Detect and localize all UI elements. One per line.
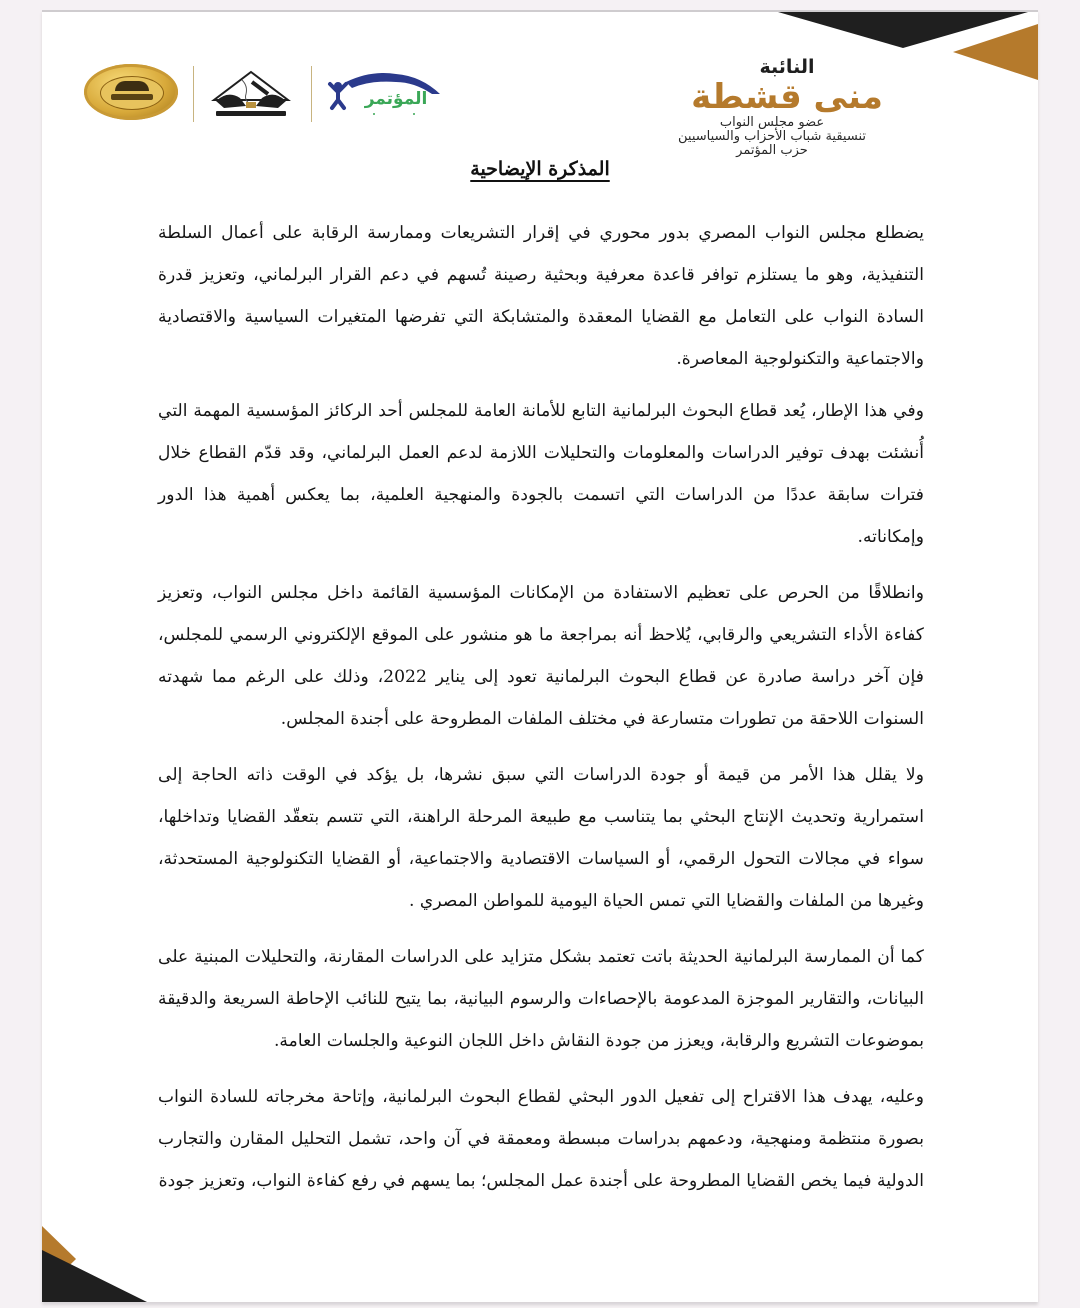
decorative-gold-triangle-top (953, 24, 1038, 80)
mp-name: منى قشطة (691, 77, 883, 117)
paragraph: وانطلاقًا من الحرص على تعظيم الاستفادة من الإمكانات المؤسسية القائمة داخل مجلس النواب، وتعزيز كفاءة الأداء التشريعي والرقابي، يُلاحظ أنه بمراجعة ما هو منشور على الموقع الإلكتروني الرسمي للمجلس، فإن آخر دراسة صادرة عن قطاع البحوث البرلمانية تعود إلى يناير 2022، وذلك على الرغم مما شهدته السنوات اللاحقة من تطورات متسارعة في مختلف الملفات المطروحة على أجندة المجلس. (158, 583, 924, 729)
paragraph: وعليه، يهدف هذا الاقتراح إلى تفعيل الدور البحثي لقطاع البحوث البرلمانية، وإتاحة مخرجاته للسادة النواب بصورة منتظمة ومنهجية، ودعمهم بدراسات مبسطة ومعمقة في آن واحد، تشمل التحليل المقارن والتجارب الدولية فيما يخص القضايا المطروحة على أجندة عمل المجلس؛ بما يسهم في رفع كفاءة النواب، وتعزيز جودة (158, 1087, 924, 1191)
conference-party-logo-text: المؤتمر (364, 89, 428, 109)
document-title-text: المذكرة الإيضاحية (470, 158, 610, 180)
decorative-black-triangle-bottom (42, 1250, 147, 1302)
document-title (42, 158, 1038, 180)
paragraph: كما أن الممارسة البرلمانية الحديثة باتت تعتمد بشكل متزايد على الدراسات المقارنة، والتحليلات المبنية على البيانات، والتقارير الموجزة المدعومة بالإحصاءات والرسوم البيانية، بما يتيح للنائب الإحاطة السريعة والدقيقة بموضوعات التشريع والرقابة، ويعزز من جودة النقاش داخل اللجان النوعية والجلسات العامة. (158, 947, 924, 1051)
mp-title: النائبة (759, 56, 815, 78)
document-page (42, 10, 1038, 1302)
logos-row (82, 62, 442, 122)
logo-divider (193, 66, 194, 122)
paragraph: وفي هذا الإطار، يُعد قطاع البحوث البرلمانية التابع للأمانة العامة للمجلس أحد الركائز المؤسسية المهمة التي أُنشئت بهدف توفير الدراسات والمعلومات والتحليلات اللازمة لدعم العمل البرلماني، وقد قدّم القطاع خلال فترات سابقة عددًا من الدراسات التي اتسمت بالجودة والمنهجية العلمية، بما يعكس أهمية هذا الدور وإمكاناته. (158, 401, 924, 547)
dome-icon (115, 81, 149, 91)
document-body (158, 212, 924, 1216)
mp-role: حزب المؤتمر (736, 143, 808, 158)
conference-party-logo (326, 68, 442, 118)
mp-header (642, 56, 902, 158)
mp-role: عضو مجلس النواب (719, 115, 825, 130)
mp-role: تنسيقية شباب الأحزاب والسياسيين (678, 129, 866, 144)
youth-coordination-logo (206, 68, 296, 118)
paragraph: يضطلع مجلس النواب المصري بدور محوري في إقرار التشريعات وممارسة الرقابة على أعمال السلطة التنفيذية، وهو ما يستلزم توافر قاعدة معرفية وبحثية رصينة تُسهم في دعم القرار البرلماني، وتعزيز قدرة السادة النواب على التعامل مع القضايا المعقدة والمتشابكة التي تفرضها المتغيرات السياسية والاقتصادية والاجتماعية والتكنولوجية المعاصرة. (158, 223, 924, 369)
house-of-representatives-logo (84, 64, 178, 120)
logo-divider (311, 66, 312, 122)
paragraph: ولا يقلل هذا الأمر من قيمة أو جودة الدراسات التي سبق نشرها، بل يؤكد في الوقت ذاته الحاجة إلى استمرارية وتحديث الإنتاج البحثي بما يتناسب مع طبيعة المرحلة الراهنة، التي تتسم بتعقّد القضايا وتداخلها، سواء في مجالات التحول الرقمي، أو السياسات الاقتصادية والاجتماعية، أو القضايا التكنولوجية المستحدثة، وغيرها من الملفات والقضايا التي تمس الحياة اليومية للمواطن المصري . (158, 765, 924, 911)
